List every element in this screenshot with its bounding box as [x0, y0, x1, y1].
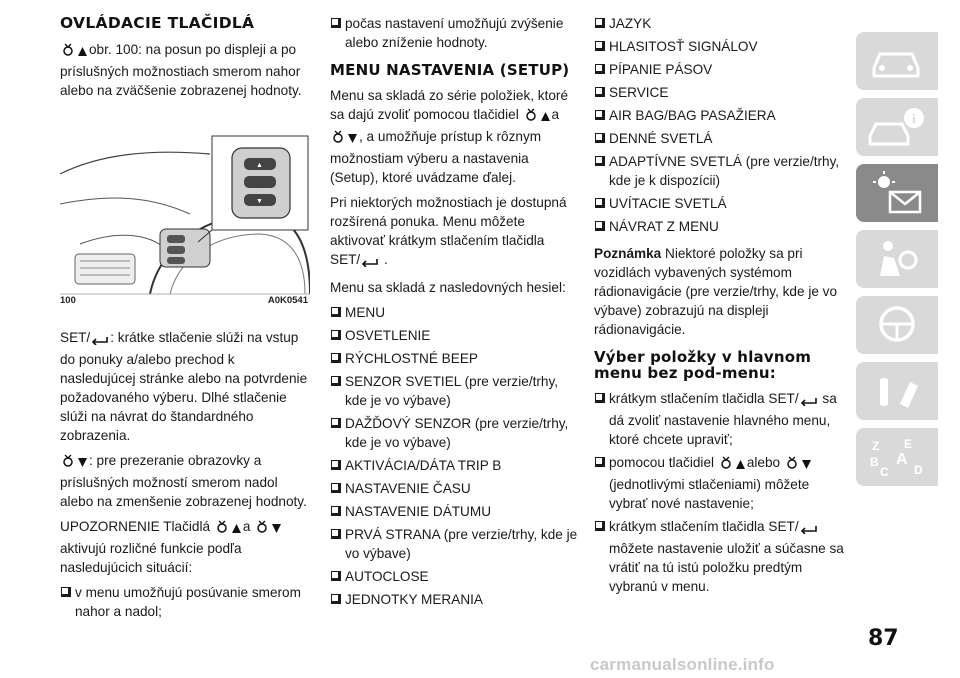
tab-index[interactable] [856, 428, 938, 486]
list-item: JEDNOTKY MERANIA [330, 590, 578, 609]
step-item [594, 389, 844, 449]
menu-intro-and: a [551, 107, 560, 122]
note-label: Poznámka [594, 246, 662, 261]
menu-items-list [330, 303, 578, 609]
list-item: PÍPANIE PÁSOV [594, 60, 844, 79]
set-label: SET/ [330, 252, 361, 267]
page-number: 87 [868, 626, 899, 651]
arrow-up-icon [735, 456, 746, 475]
list-item: SENZOR SVETIEL (pre verzie/trhy, kde je vo výbave) [330, 372, 578, 410]
menu-activation-text: Pri niektorých možnostiach je dostupná rozšírená ponuka. Menu môžete aktivovať krátkym stlačením tlačidla [330, 195, 567, 248]
menu-activation-end: . [384, 252, 388, 267]
step-text: sa dá zvoliť nastavenie hlavného menu, ktoré chcete upraviť; [609, 391, 837, 447]
list-item: DENNÉ SVETLÁ [594, 129, 844, 148]
arrow-down-icon [801, 456, 812, 475]
warning-prefix: UPOZORNENIE Tlačidlá [60, 519, 211, 534]
car-front-icon [866, 38, 928, 84]
section-heading: Výber položky v hlavnom menu bez pod-menu: [594, 348, 812, 382]
knob-icon [215, 520, 229, 539]
set-text: : krátke stlačenie slúži na vstup do ponuky a/alebo prechod k nasledujúcej stránke alebo na potvrdenie požadovaného výberu. Dlhé stlačenie slúži na návrat do štandardného zobrazenia. [60, 330, 308, 443]
step-text: (jednotlivými stlačeniami) môžete vybrať nové nastavenie; [609, 477, 810, 511]
index-icon [866, 434, 928, 480]
list-item: AKTIVÁCIA/DÁTA TRIP B [330, 456, 578, 475]
toolbox-icon [866, 368, 928, 414]
airbag-icon [866, 236, 928, 282]
intro-text: obr. 100: na posun po displeji a po príslušných možnostiach smerom nahor alebo na zväčšenie zobrazenej hodnoty. [60, 42, 302, 98]
list-item: AIR BAG/BAG PASAŽIERA [594, 106, 844, 125]
figure-number: 100 [60, 295, 76, 306]
tab-warning-lights[interactable] [856, 164, 938, 222]
list-item: v menu umožňujú posúvanie smerom nahor a nadol; [60, 583, 310, 621]
svg-text:Z: Z [872, 439, 880, 453]
list-item: PRVÁ STRANA (pre verzie/trhy, kde je vo výbave) [330, 525, 578, 563]
svg-text:▲: ▲ [256, 162, 263, 169]
knob-icon [719, 456, 733, 475]
arrow-down-icon [271, 520, 282, 539]
menu-intro-paragraph [330, 86, 578, 187]
warning-paragraph [60, 517, 310, 577]
car-info-icon [866, 104, 928, 150]
arrow-up-icon [77, 43, 88, 62]
warning-and: a [242, 519, 251, 534]
menu-items-list-continued [594, 14, 844, 236]
note-text: Niektoré položky sa pri vozidlách vybavených systémom rádionavigácie (pre verzie/trhy, kde je vo výbave) zobrazujú na displeji rádionavigácie. [594, 246, 838, 337]
arrow-down-icon [347, 130, 358, 149]
knob-icon [331, 130, 345, 149]
warning-text: aktivujú rozličné funkcie podľa nasledujúcich situácií: [60, 541, 242, 575]
column-3 [594, 14, 844, 600]
tab-car-info[interactable] [856, 98, 938, 156]
list-item: JAZYK [594, 14, 844, 33]
step-text: alebo [746, 455, 781, 470]
set-label: SET/ [60, 330, 91, 345]
list-item: UVÍTACIE SVETLÁ [594, 194, 844, 213]
step-text: krátkym stlačením tlačidla SET/ [609, 391, 799, 406]
svg-text:▼: ▼ [256, 198, 263, 205]
section-heading: MENU NASTAVENIA (SETUP) [330, 61, 570, 79]
knob-icon [524, 108, 538, 127]
list-item: NÁVRAT Z MENU [594, 217, 844, 236]
list-item: HLASITOSŤ SIGNÁLOV [594, 37, 844, 56]
list-item: SERVICE [594, 83, 844, 102]
warning-lights-icon [866, 170, 928, 216]
steering-wheel-controls-illustration [60, 134, 310, 312]
menu-intro-rest: , a umožňuje prístup k rôznym možnostiam výberu a nastavenia (Setup), ktoré uvádzame ďalej. [330, 129, 542, 185]
step-text: môžete nastavenie uložiť a súčasne sa vrátiť na tú istú položku predtým vybranú v menu. [609, 541, 844, 594]
return-arrow-icon [800, 520, 818, 539]
svg-text:A: A [896, 451, 908, 468]
list-item: DAŽĎOVÝ SENZOR (pre verzie/trhy, kde je vo výbave) [330, 414, 578, 452]
figure-100 [60, 134, 310, 312]
column-2 [330, 14, 578, 613]
arrow-up-icon [231, 520, 242, 539]
column-1-lower [60, 328, 310, 625]
menu-intro-text: Menu sa skladá zo série položiek, ktoré sa dajú zvoliť pomocou tlačidiel [330, 88, 569, 122]
list-item: NASTAVENIE DÁTUMU [330, 502, 578, 521]
list-item: OSVETLENIE [330, 326, 578, 345]
return-arrow-icon [361, 253, 379, 272]
return-arrow-icon [91, 331, 109, 350]
tab-steering[interactable] [856, 296, 938, 354]
svg-text:B: B [870, 455, 879, 469]
step-item [594, 517, 844, 596]
step-item [594, 453, 844, 513]
tab-toolbox[interactable] [856, 362, 938, 420]
knob-icon [61, 454, 75, 473]
knob-icon [61, 43, 75, 62]
down-paragraph [60, 451, 310, 511]
svg-text:D: D [914, 463, 923, 477]
list-item: AUTOCLOSE [330, 567, 578, 586]
svg-text:C: C [880, 465, 889, 479]
note-paragraph [594, 244, 844, 339]
return-arrow-icon [800, 392, 818, 411]
menu-activation-paragraph [330, 193, 578, 272]
step-text: krátkym stlačením tlačidla SET/ [609, 519, 799, 534]
figure-code: A0K0541 [267, 295, 308, 306]
knob-icon [785, 456, 799, 475]
menu-items-intro: Menu sa skladá z nasledovných hesiel: [330, 280, 566, 295]
tab-car-front[interactable] [856, 32, 938, 90]
set-paragraph [60, 328, 310, 445]
list-item: počas nastavení umožňujú zvýšenie alebo zníženie hodnoty. [330, 14, 578, 52]
list-item: MENU [330, 303, 578, 322]
chapter-sidebar [856, 32, 938, 494]
down-text: : pre prezeranie obrazovky a príslušných možností smerom nadol alebo na zmenšenie zobrazenej hodnoty. [60, 453, 307, 509]
watermark: carmanualsonline.info [590, 655, 775, 674]
svg-text:i: i [912, 111, 916, 126]
svg-text:E: E [904, 437, 913, 451]
step-text: pomocou tlačidiel [609, 455, 715, 470]
column-1 [60, 14, 310, 106]
arrow-down-icon [77, 454, 88, 473]
list-item: ADAPTÍVNE SVETLÁ (pre verzie/trhy, kde je k dispozícii) [594, 152, 844, 190]
steering-icon [866, 302, 928, 348]
tab-airbag[interactable] [856, 230, 938, 288]
list-item: RÝCHLOSTNÉ BEEP [330, 349, 578, 368]
intro-paragraph [60, 40, 310, 100]
arrow-up-icon [540, 108, 551, 127]
section-heading: OVLÁDACIE TLAČIDLÁ [60, 14, 255, 32]
list-item: NASTAVENIE ČASU [330, 479, 578, 498]
knob-icon [255, 520, 269, 539]
